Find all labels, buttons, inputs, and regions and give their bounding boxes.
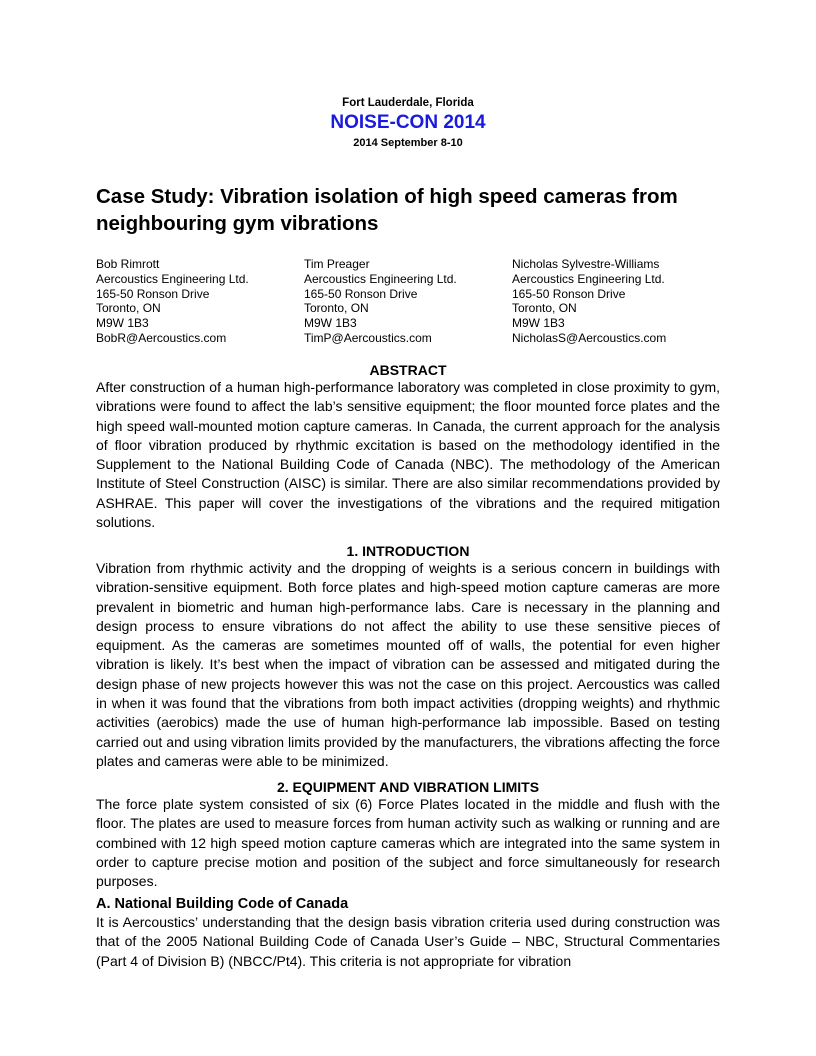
- author-org: Aercoustics Engineering Ltd.: [304, 271, 457, 286]
- author-email: TimP@Aercoustics.com: [304, 330, 432, 345]
- author-street: 165-50 Ronson Drive: [96, 286, 210, 301]
- introduction-heading: 1. INTRODUCTION: [346, 543, 470, 559]
- introduction-text: Vibration from rhythmic activity and the dropping of weights is a serious concern in buildings with vibration-sensitive equipment. Both force plates and high-speed motion capture cameras are more prevalent in biometric and human high-performance labs. Care is necessary in the planning and design process to ensure vibrations do not affect the ability to use these sensitive pieces of equipment. As the cameras are sometimes mounted off of walls, the potential for even higher vibration is likely. It’s best when the impact of vibration can be assessed and mitigated during the design phase of new projects however this was not the case on this project. Aercoustics was called in when it was found that the vibrations from both impact activities (dropping weights) and rhythmic activities (aerobics) made the use of human high-performance lab impossible. Based on testing carried out and using vibration limits provided by the manufacturers, the vibrations affecting the force plates and cameras were able to be minimized.: [96, 560, 720, 769]
- abstract-heading: ABSTRACT: [369, 362, 447, 378]
- conference-location: Fort Lauderdale, Florida: [342, 97, 474, 109]
- author-postal: M9W 1B3: [304, 316, 357, 331]
- author-org: Aercoustics Engineering Ltd.: [96, 271, 249, 286]
- author-email: NicholasS@Aercoustics.com: [512, 330, 667, 345]
- author-street: 165-50 Ronson Drive: [304, 286, 418, 301]
- nbc-subheading: A. National Building Code of Canada: [96, 896, 349, 912]
- abstract-text: After construction of a human high-performance laboratory was completed in close proximity to gym, vibrations were found to affect the lab’s sensitive equipment; the floor mounted force plates and the high speed wall-mounted motion capture cameras. In Canada, the current approach for the analysis of floor vibration produced by rhythmic excitation is based on the methodology identified in the Supplement to the National Building Code of Canada (NBC). The methodology of the American Institute of Steel Construction (AISC) is similar. There are also similar recommendations provided by ASHRAE. This paper will cover the investigations of the vibrations and the required mitigation solutions.: [96, 379, 720, 531]
- author-postal: M9W 1B3: [512, 316, 565, 331]
- author-org: Aercoustics Engineering Ltd.: [512, 271, 665, 286]
- conference-name: NOISE-CON 2014: [330, 112, 486, 133]
- author-city: Toronto, ON: [512, 301, 577, 316]
- author-name: Tim Preager: [304, 257, 370, 271]
- paper-title: Case Study: Vibration isolation of high speed cameras from neighbouring gym vibrations: [96, 185, 678, 235]
- author-street: 165-50 Ronson Drive: [512, 286, 626, 301]
- equipment-text: The force plate system consisted of six (6) Force Plates located in the middle and flush with the floor. The plates are used to measure forces from human activity such as walking or running and are combined with 12 high speed motion capture cameras which are integrated into the same system in order to capture precise motion and position of the subject and force simultaneously for research purposes.: [96, 796, 720, 890]
- author-name: Nicholas Sylvestre-Williams: [512, 257, 660, 271]
- author-block: [96, 257, 249, 346]
- author-city: Toronto, ON: [96, 301, 161, 316]
- equipment-heading: 2. EQUIPMENT AND VIBRATION LIMITS: [276, 779, 540, 795]
- author-name: Bob Rimrott: [96, 257, 160, 271]
- author-block: [304, 257, 457, 346]
- author-email: BobR@Aercoustics.com: [96, 330, 227, 345]
- author-postal: M9W 1B3: [96, 316, 149, 331]
- conference-dates: 2014 September 8-10: [353, 137, 463, 149]
- nbc-text: It is Aercoustics’ understanding that the design basis vibration criteria used during construction was that of the 2005 National Building Code of Canada User’s Guide – NBC, Structural Commentaries (Part 4 of Division B) (NBCC/Pt4). This criteria is not appropriate for vibration: [96, 914, 720, 969]
- author-block: [512, 257, 666, 346]
- author-city: Toronto, ON: [304, 301, 369, 316]
